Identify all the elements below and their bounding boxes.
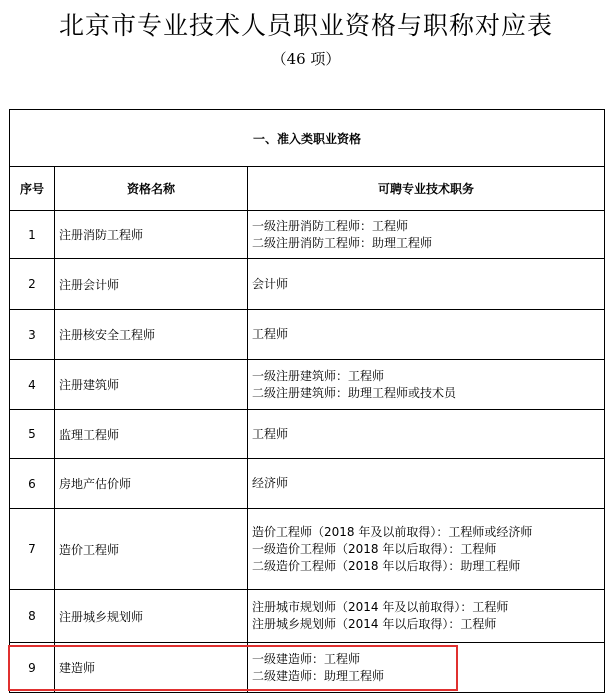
table-row bbox=[10, 459, 605, 509]
positions-cell bbox=[248, 259, 605, 310]
section-row bbox=[10, 110, 605, 167]
position-line: 一级注册建筑师：工程师 bbox=[252, 368, 385, 383]
qualification-name: 房地产估价师 bbox=[55, 459, 248, 509]
qualification-name: 注册城乡规划师 bbox=[55, 590, 248, 643]
position-line: 二级建造师：助理工程师 bbox=[252, 668, 385, 683]
table-header-row bbox=[10, 167, 605, 211]
qualification-name: 造价工程师 bbox=[55, 509, 248, 590]
row-number: 5 bbox=[10, 410, 55, 459]
position-line: 二级注册建筑师：助理工程师或技术员 bbox=[252, 385, 457, 400]
table-row bbox=[10, 310, 605, 360]
row-number: 6 bbox=[10, 459, 55, 509]
qualification-table bbox=[9, 109, 605, 693]
position-line: 会计师 bbox=[252, 276, 289, 291]
row-number: 8 bbox=[10, 590, 55, 643]
table-row bbox=[10, 643, 605, 693]
position-line: 一级注册消防工程师：工程师 bbox=[252, 218, 409, 233]
positions-cell bbox=[248, 509, 605, 590]
positions-cell bbox=[248, 360, 605, 410]
positions-cell bbox=[248, 410, 605, 459]
table-row bbox=[10, 590, 605, 643]
row-number: 1 bbox=[10, 211, 55, 259]
table-row bbox=[10, 360, 605, 410]
position-line: 一级造价工程师（2018 年以后取得）：工程师 bbox=[252, 541, 497, 556]
position-line: 注册城市规划师（2014 年及以前取得）：工程师 bbox=[252, 600, 509, 614]
row-number: 3 bbox=[10, 310, 55, 360]
row-number: 2 bbox=[10, 259, 55, 310]
positions-cell bbox=[248, 310, 605, 360]
qualification-name: 注册核安全工程师 bbox=[55, 310, 248, 360]
qualification-name: 注册会计师 bbox=[55, 259, 248, 310]
table-row bbox=[10, 410, 605, 459]
positions-cell bbox=[248, 643, 605, 693]
section-title: 一、准入类职业资格 bbox=[10, 110, 605, 167]
qualification-name: 注册消防工程师 bbox=[55, 211, 248, 259]
position-line: 工程师 bbox=[252, 327, 289, 341]
position-line: 二级注册消防工程师：助理工程师 bbox=[252, 235, 433, 250]
qualification-name: 注册建筑师 bbox=[55, 360, 248, 410]
qualification-name: 建造师 bbox=[55, 643, 248, 693]
positions-cell bbox=[248, 590, 605, 643]
row-number: 7 bbox=[10, 509, 55, 590]
position-line: 工程师 bbox=[252, 426, 289, 441]
row-number: 9 bbox=[10, 643, 55, 693]
table-row bbox=[10, 509, 605, 590]
positions-cell bbox=[248, 211, 605, 259]
position-line: 造价工程师（2018 年及以前取得）：工程师或经济师 bbox=[252, 524, 533, 539]
header-positions: 可聘专业技术职务 bbox=[248, 167, 605, 211]
qualification-name: 监理工程师 bbox=[55, 410, 248, 459]
page-title: 北京市专业技术人员职业资格与职称对应表 bbox=[58, 11, 553, 40]
table-row bbox=[10, 211, 605, 259]
header-no: 序号 bbox=[10, 167, 55, 211]
positions-cell bbox=[248, 459, 605, 509]
position-line: 经济师 bbox=[252, 476, 289, 490]
row-number: 4 bbox=[10, 360, 55, 410]
table-row bbox=[10, 259, 605, 310]
position-line: 一级建造师：工程师 bbox=[252, 651, 361, 666]
position-line: 二级造价工程师（2018 年以后取得）：助理工程师 bbox=[252, 558, 521, 573]
header-name: 资格名称 bbox=[55, 167, 248, 211]
page-subtitle: （46 项） bbox=[271, 50, 341, 68]
position-line: 注册城乡规划师（2014 年以后取得）：工程师 bbox=[252, 617, 497, 631]
